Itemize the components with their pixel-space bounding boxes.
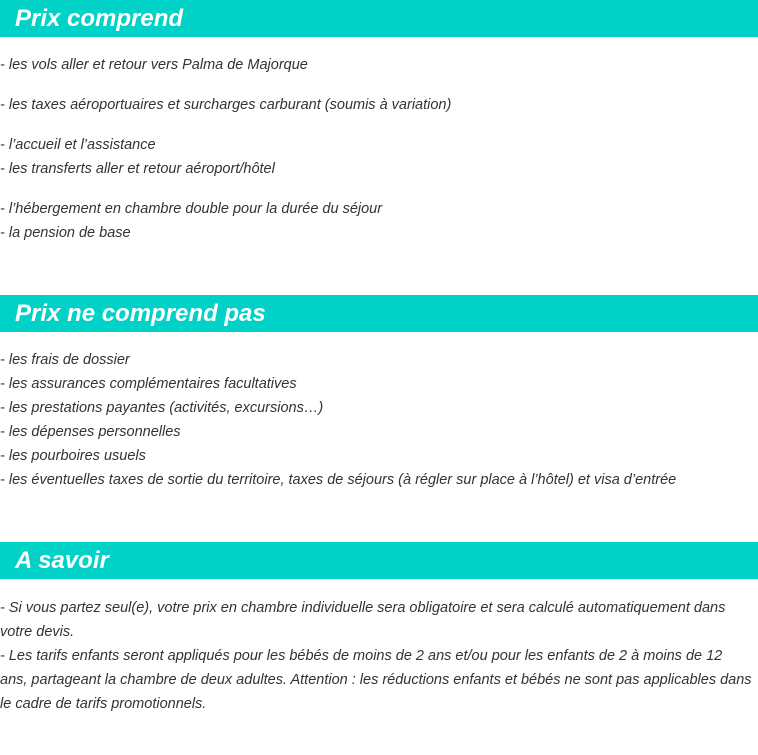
list-item: - l’accueil et l’assistance bbox=[0, 137, 156, 153]
section-header-prix-comprend bbox=[0, 0, 758, 37]
info-paragraph: - Les tarifs enfants seront appliqués pour les bébés de moins de 2 ans et/ou pour les enfants de 2 à moins de 12 ans, partageant la chambre de deux adultes. Attention : les réductions enfants et bébés ne sont pas applicables dans le cadre de tarifs promotionnels. bbox=[0, 648, 752, 712]
section-header-prix-ne-comprend-pas bbox=[0, 295, 758, 332]
list-item: - les vols aller et retour vers Palma de Majorque bbox=[0, 57, 308, 73]
list-item: - les frais de dossier bbox=[0, 352, 130, 368]
list-item: - la pension de base bbox=[0, 225, 131, 241]
section-title: Prix comprend bbox=[15, 5, 184, 32]
list-item: - l’hébergement en chambre double pour la durée du séjour bbox=[0, 201, 383, 217]
list-item: - les taxes aéroportuaires et surcharges carburant (soumis à variation) bbox=[0, 97, 452, 113]
section-header-a-savoir bbox=[0, 542, 758, 579]
list-item: - les pourboires usuels bbox=[0, 448, 146, 464]
list-item: - les dépenses personnelles bbox=[0, 424, 181, 440]
list-item: - les prestations payantes (activités, excursions…) bbox=[0, 400, 324, 416]
list-item: - les assurances complémentaires facultatives bbox=[0, 376, 297, 392]
section-title: Prix ne comprend pas bbox=[15, 300, 266, 327]
section-title: A savoir bbox=[15, 547, 109, 574]
list-item: - les éventuelles taxes de sortie du territoire, taxes de séjours (à régler sur place à l’hôtel) et visa d’entrée bbox=[0, 472, 677, 488]
info-paragraph: - Si vous partez seul(e), votre prix en chambre individuelle sera obligatoire et sera calculé automatiquement dans votre devis. bbox=[0, 600, 726, 640]
list-item: - les transferts aller et retour aéroport/hôtel bbox=[0, 161, 275, 177]
